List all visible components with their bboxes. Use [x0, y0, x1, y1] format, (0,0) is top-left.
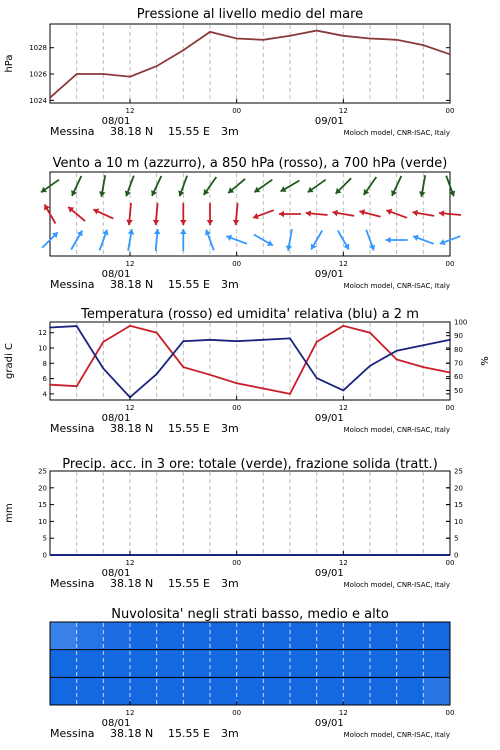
- wind-arrow-700hPa: [446, 176, 455, 197]
- data-point: [76, 73, 78, 75]
- cloud-cell-basso: [210, 677, 237, 705]
- y-tick-label: 1026: [29, 70, 47, 79]
- data-point: [262, 339, 264, 341]
- cloud-cell-alto: [370, 622, 397, 650]
- y-tick-label-right: 50: [454, 386, 463, 395]
- data-point: [396, 359, 398, 361]
- model-credit: Moloch model, CNR-ISAC, Italy: [343, 282, 450, 290]
- cloud-cell-medio: [183, 650, 210, 678]
- latitude: 38.18 N: [110, 727, 154, 740]
- x-tick-label: 00: [232, 404, 242, 412]
- cloud-cell-medio: [103, 650, 130, 678]
- cloud-cell-medio: [157, 650, 184, 678]
- x-tick-label: 00: [232, 107, 242, 115]
- wind-arrow-10m: [286, 229, 293, 251]
- arrow-head: [154, 229, 161, 234]
- location-name: Messina: [50, 577, 95, 590]
- cloud-panel: [50, 607, 454, 740]
- date-label: 09/01: [314, 413, 344, 424]
- wind-arrow-700hPa: [125, 176, 134, 197]
- y-tick-label-right: 15: [454, 501, 463, 510]
- series-line: [50, 31, 450, 98]
- latitude: 38.18 N: [110, 422, 154, 435]
- cloud-cell-basso: [370, 677, 397, 705]
- panel-title: Vento a 10 m (azzurro), a 850 hPa (rosso), a 700 hPa (verde): [52, 156, 448, 171]
- cloud-cell-medio: [77, 650, 104, 678]
- data-point: [156, 65, 158, 67]
- cloud-cell-alto: [183, 622, 210, 650]
- data-point: [182, 366, 184, 368]
- data-point: [76, 325, 78, 327]
- cloud-cell-medio: [210, 650, 237, 678]
- data-point: [236, 340, 238, 342]
- wind-arrow-700hPa: [419, 175, 426, 197]
- series-line: [50, 326, 450, 394]
- x-tick-label: 00: [232, 260, 242, 268]
- data-point: [209, 31, 211, 33]
- location-name: Messina: [50, 422, 95, 435]
- x-tick-label: 00: [445, 404, 455, 412]
- y-tick-label: 6: [42, 375, 47, 384]
- model-credit: Moloch model, CNR-ISAC, Italy: [343, 426, 450, 434]
- data-point: [289, 393, 291, 395]
- y-tick-label: 15: [38, 501, 47, 510]
- y-tick-label-right: 5: [454, 534, 459, 543]
- cloud-cell-basso: [343, 677, 370, 705]
- cloud-cell-alto: [317, 622, 344, 650]
- x-tick-label: 12: [338, 260, 348, 268]
- y-tick-label: 8: [42, 359, 47, 368]
- longitude: 15.55 E: [168, 125, 210, 138]
- cloud-cell-alto: [423, 622, 450, 650]
- x-tick-label: 12: [125, 709, 135, 717]
- cloud-cell-alto: [237, 622, 264, 650]
- data-point: [369, 332, 371, 334]
- data-point: [76, 385, 78, 387]
- cloud-cell-medio: [50, 650, 77, 678]
- arrow-head: [153, 220, 160, 225]
- data-point: [102, 341, 104, 343]
- x-tick-label: 12: [338, 107, 348, 115]
- y-tick-label-right: 0: [454, 551, 459, 560]
- y-axis-label: hPa: [4, 54, 15, 73]
- arrow-head: [180, 220, 187, 225]
- longitude: 15.55 E: [168, 577, 210, 590]
- latitude: 38.18 N: [110, 278, 154, 291]
- cloud-cell-basso: [263, 677, 290, 705]
- y-tick-label: 1028: [29, 44, 47, 53]
- data-point: [289, 338, 291, 340]
- latitude: 38.18 N: [110, 125, 154, 138]
- arrow-head: [207, 220, 214, 225]
- data-point: [182, 49, 184, 51]
- longitude: 15.55 E: [168, 278, 210, 291]
- date-label: 09/01: [314, 568, 344, 579]
- x-tick-label: 12: [338, 559, 348, 567]
- cloud-cell-alto: [130, 622, 157, 650]
- temperature-humidity-panel: [4, 307, 491, 435]
- data-point: [209, 339, 211, 341]
- y-axis-label: %: [480, 356, 491, 366]
- cloud-cell-medio: [343, 650, 370, 678]
- arrow-head: [180, 229, 187, 234]
- x-tick-label: 00: [445, 107, 455, 115]
- wind-arrow-10m: [180, 229, 187, 251]
- y-tick-label: 20: [38, 484, 47, 493]
- cloud-cell-alto: [343, 622, 370, 650]
- y-tick-label-right: 60: [454, 373, 463, 382]
- wind-arrow-10m: [366, 230, 375, 251]
- y-tick-label: 10: [38, 344, 47, 353]
- cloud-cell-medio: [263, 650, 290, 678]
- x-tick-label: 00: [445, 559, 455, 567]
- altitude: 3m: [221, 125, 239, 138]
- data-point: [369, 365, 371, 367]
- wind-arrow-850hPa: [207, 203, 214, 225]
- wind-arrow-850hPa: [153, 203, 160, 225]
- y-tick-label-right: 10: [454, 517, 463, 526]
- cloud-cell-alto: [50, 622, 77, 650]
- wind-panel: [41, 156, 461, 291]
- date-label: 08/01: [101, 568, 131, 579]
- y-tick-label: 4: [42, 390, 47, 399]
- cloud-cell-basso: [130, 677, 157, 705]
- data-point: [209, 374, 211, 376]
- wind-arrow-700hPa: [391, 176, 401, 196]
- location-name: Messina: [50, 278, 95, 291]
- y-tick-label-right: 25: [454, 467, 463, 476]
- cloud-cell-medio: [397, 650, 424, 678]
- y-tick-label: 1024: [29, 96, 47, 105]
- cloud-cell-alto: [263, 622, 290, 650]
- y-tick-label: 5: [42, 534, 47, 543]
- x-tick-label: 12: [338, 709, 348, 717]
- cloud-cell-basso: [317, 677, 344, 705]
- wind-arrow-700hPa: [151, 176, 161, 196]
- data-point: [262, 388, 264, 390]
- wind-arrow-700hPa: [364, 177, 377, 195]
- altitude: 3m: [221, 422, 239, 435]
- x-tick-label: 00: [445, 260, 455, 268]
- data-point: [49, 327, 51, 329]
- data-point: [369, 38, 371, 40]
- arrow-head: [439, 210, 444, 217]
- data-point: [129, 76, 131, 78]
- data-point: [236, 38, 238, 40]
- y-tick-label-right: 20: [454, 484, 463, 493]
- longitude: 15.55 E: [168, 727, 210, 740]
- data-point: [182, 340, 184, 342]
- data-point: [102, 73, 104, 75]
- arrow-head: [233, 220, 240, 225]
- model-credit: Moloch model, CNR-ISAC, Italy: [343, 731, 450, 739]
- y-tick-label-right: 70: [454, 359, 463, 368]
- data-point: [236, 382, 238, 384]
- data-point: [289, 35, 291, 37]
- x-tick-label: 00: [445, 709, 455, 717]
- data-point: [49, 384, 51, 386]
- data-point: [396, 39, 398, 41]
- cloud-cell-alto: [290, 622, 317, 650]
- y-tick-label: 12: [38, 329, 47, 338]
- date-label: 08/01: [101, 718, 131, 729]
- data-point: [316, 341, 318, 343]
- pressure-panel: [4, 7, 454, 138]
- y-tick-label: 25: [38, 467, 47, 476]
- location-name: Messina: [50, 727, 95, 740]
- cloud-cell-basso: [290, 677, 317, 705]
- plot-frame: [50, 471, 450, 555]
- plot-frame: [50, 24, 450, 103]
- data-point: [342, 35, 344, 37]
- cloud-cell-alto: [157, 622, 184, 650]
- data-point: [156, 373, 158, 375]
- wind-arrow-10m: [100, 230, 109, 251]
- data-point: [422, 366, 424, 368]
- data-point: [342, 390, 344, 392]
- longitude: 15.55 E: [168, 422, 210, 435]
- data-point: [422, 44, 424, 46]
- precipitation-panel: [4, 457, 463, 590]
- arrow-head: [279, 211, 284, 218]
- plot-frame: [50, 322, 450, 400]
- data-point: [316, 377, 318, 379]
- x-tick-label: 12: [125, 260, 135, 268]
- data-point: [449, 53, 451, 55]
- cloud-cell-basso: [77, 677, 104, 705]
- date-label: 08/01: [101, 413, 131, 424]
- y-tick-label-right: 90: [454, 332, 463, 341]
- altitude: 3m: [221, 278, 239, 291]
- cloud-cell-basso: [397, 677, 424, 705]
- x-tick-label: 00: [232, 559, 242, 567]
- wind-arrow-10m: [205, 230, 214, 251]
- data-point: [102, 368, 104, 370]
- wind-arrow-10m: [128, 229, 135, 251]
- arrow-head: [386, 237, 391, 244]
- cloud-cell-alto: [77, 622, 104, 650]
- cloud-cell-basso: [183, 677, 210, 705]
- y-axis-label: mm: [4, 503, 15, 523]
- arrow-head: [126, 220, 133, 225]
- y-tick-label-right: 80: [454, 345, 463, 354]
- model-credit: Moloch model, CNR-ISAC, Italy: [343, 581, 450, 589]
- arrow-head: [359, 209, 365, 215]
- data-point: [156, 332, 158, 334]
- date-label: 09/01: [314, 718, 344, 729]
- wind-arrow-850hPa: [233, 203, 240, 225]
- cloud-cell-alto: [210, 622, 237, 650]
- cloud-cell-medio: [370, 650, 397, 678]
- cloud-cell-basso: [103, 677, 130, 705]
- y-tick-label: 0: [42, 551, 47, 560]
- panel-title: Nuvolosita' negli strati basso, medio e alto: [111, 607, 389, 622]
- cloud-cell-basso: [423, 677, 450, 705]
- panel-title: Pressione al livello medio del mare: [136, 7, 364, 22]
- x-tick-label: 12: [125, 107, 135, 115]
- data-point: [262, 39, 264, 41]
- cloud-cell-basso: [50, 677, 77, 705]
- cloud-cell-medio: [423, 650, 450, 678]
- wind-arrow-850hPa: [126, 203, 133, 225]
- date-label: 09/01: [314, 116, 344, 127]
- wind-arrow-700hPa: [178, 176, 187, 197]
- data-point: [316, 30, 318, 32]
- data-point: [422, 344, 424, 346]
- data-point: [396, 350, 398, 352]
- data-point: [449, 372, 451, 374]
- y-tick-label-right: 100: [454, 318, 468, 327]
- altitude: 3m: [221, 577, 239, 590]
- arrow-head: [306, 210, 311, 217]
- cloud-cell-basso: [157, 677, 184, 705]
- data-point: [342, 325, 344, 327]
- panel-title: Precip. acc. in 3 ore: totale (verde), frazione solida (tratt.): [62, 457, 438, 472]
- x-tick-label: 12: [125, 404, 135, 412]
- wind-arrow-850hPa: [180, 203, 187, 225]
- cloud-cell-alto: [103, 622, 130, 650]
- data-point: [129, 325, 131, 327]
- cloud-cell-basso: [237, 677, 264, 705]
- cloud-cell-medio: [317, 650, 344, 678]
- wind-arrow-10m: [154, 229, 161, 251]
- x-tick-label: 12: [338, 404, 348, 412]
- date-label: 09/01: [314, 269, 344, 280]
- wind-arrow-700hPa: [204, 177, 217, 195]
- data-point: [49, 97, 51, 99]
- wind-arrow-700hPa: [71, 176, 81, 196]
- x-tick-label: 00: [232, 709, 242, 717]
- data-point: [449, 339, 451, 341]
- y-axis-label: gradi C: [4, 343, 15, 379]
- model-credit: Moloch model, CNR-ISAC, Italy: [343, 129, 450, 137]
- y-tick-label: 10: [38, 517, 47, 526]
- cloud-cell-medio: [290, 650, 317, 678]
- cloud-cell-medio: [237, 650, 264, 678]
- panel-title: Temperatura (rosso) ed umidita' relativa (blu) a 2 m: [81, 307, 419, 322]
- cloud-cell-medio: [130, 650, 157, 678]
- wind-arrow-700hPa: [99, 175, 106, 197]
- location-name: Messina: [50, 125, 95, 138]
- altitude: 3m: [221, 727, 239, 740]
- date-label: 08/01: [101, 116, 131, 127]
- date-label: 08/01: [101, 269, 131, 280]
- latitude: 38.18 N: [110, 577, 154, 590]
- x-tick-label: 12: [125, 559, 135, 567]
- cloud-cell-alto: [397, 622, 424, 650]
